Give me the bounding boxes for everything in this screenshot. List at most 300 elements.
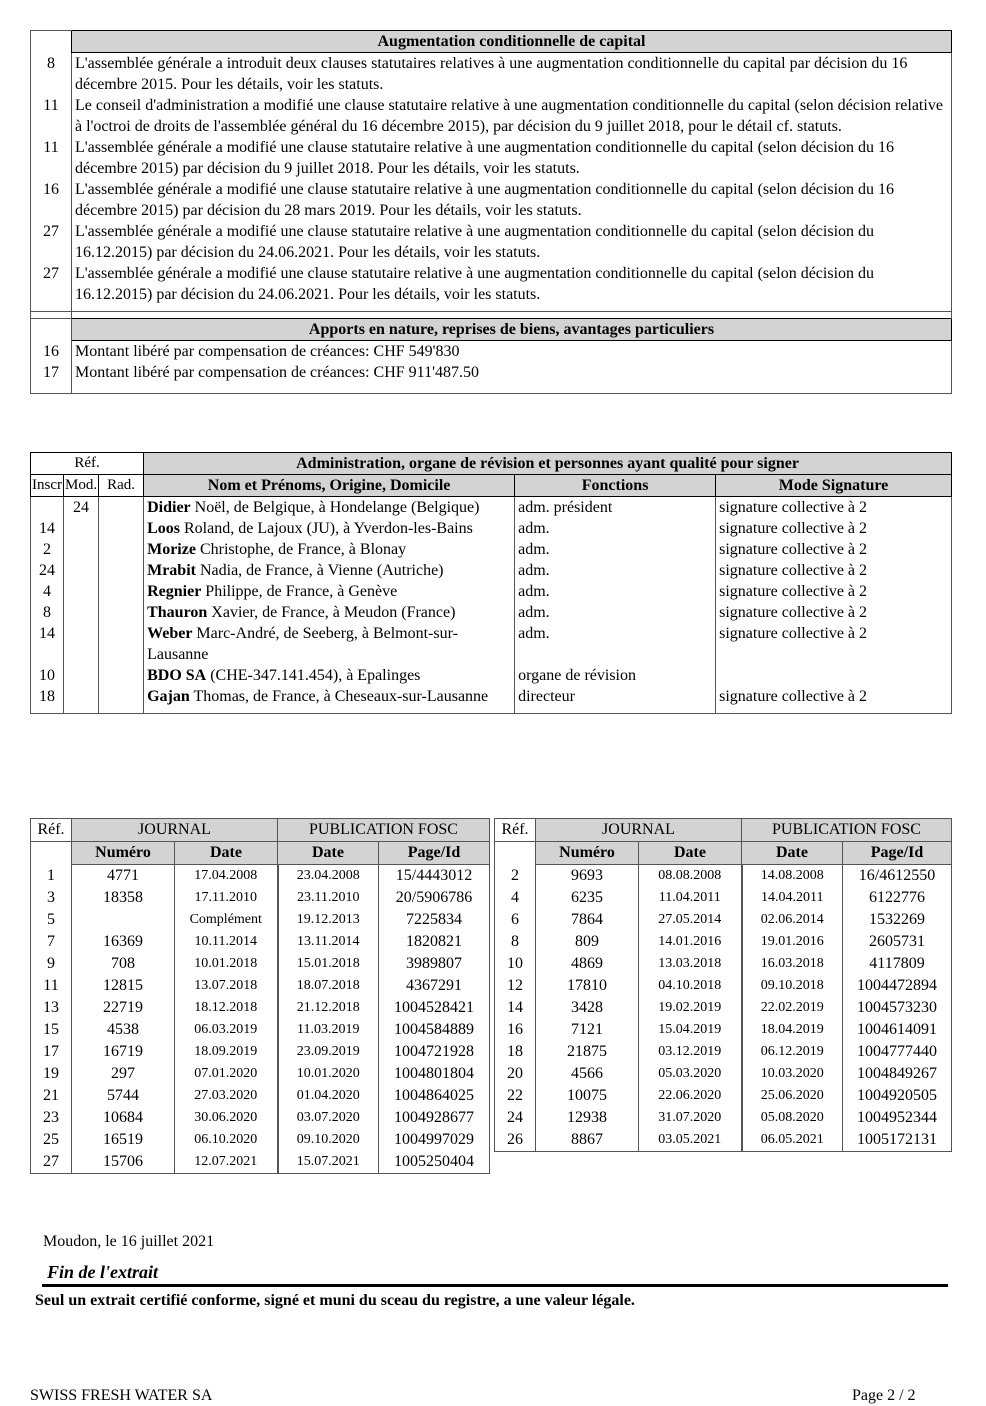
journal-numero: 10075 [536,1085,639,1107]
ref-inscr [31,497,64,519]
journal-numero: 16719 [72,1041,175,1063]
journal-row [31,1041,490,1063]
journal-ref: 17 [31,1041,72,1063]
person-details: Nadia, de France, à Vienne (Autriche) [195,562,444,579]
fosc-date: 25.06.2020 [742,1085,843,1107]
row-ref: 27 [31,263,72,305]
person-last-name: Regnier [147,583,202,600]
person-function: adm. [515,518,716,539]
journal-row [31,997,490,1019]
fosc-date: 05.08.2020 [742,1107,843,1129]
col-signature: Mode Signature [716,475,952,497]
fosc-date: 11.03.2019 [278,1019,379,1041]
journal-row [495,975,952,997]
capital-row [31,263,952,305]
fosc-page: 1004584889 [379,1019,490,1041]
col-jdate: Date [175,842,278,865]
ref-rad [99,602,144,623]
row-ref: 17 [31,362,72,383]
ref-mod [64,539,99,560]
fosc-page: 6122776 [843,887,952,909]
journal-numero: 8867 [536,1129,639,1152]
page-number: Page 2 / 2 [852,1387,916,1404]
section-title-contributions: Apports en nature, reprises de biens, avantages particuliers [72,319,952,341]
col-name: Nom et Prénoms, Origine, Domicile [144,475,515,497]
journal-row [31,1085,490,1107]
capital-row [31,137,952,179]
person-details: Philippe, de France, à Genève [201,583,398,600]
row-text: Montant libéré par compensation de créances: CHF 549'830 [72,341,952,363]
person-details: Noël, de Belgique, à Hondelange (Belgique) [190,499,480,516]
person-name-cell [144,497,515,519]
fosc-date: 23.09.2019 [278,1041,379,1063]
fosc-page: 1004777440 [843,1041,952,1063]
fosc-date: 14.08.2008 [742,865,843,888]
journal-date: 07.01.2020 [175,1063,278,1085]
row-ref: 11 [31,95,72,137]
person-function: adm. [515,623,716,665]
person-name-cell [144,686,515,707]
journal-numero: 7864 [536,909,639,931]
journal-ref: 5 [31,909,72,931]
journal-row [31,1019,490,1041]
fosc-page: 4117809 [843,953,952,975]
fosc-page: 1005250404 [379,1151,490,1174]
person-last-name: Weber [147,625,193,642]
journal-row [495,1063,952,1085]
journal-ref: 22 [495,1085,536,1107]
journal-date: 18.12.2018 [175,997,278,1019]
journal-date: 03.12.2019 [639,1041,742,1063]
person-details: Christophe, de France, à Blonay [195,541,407,558]
contribution-row [31,362,952,383]
fosc-page: 1004864025 [379,1085,490,1107]
person-row [31,686,952,707]
journal-row [31,909,490,931]
journal-ref: 2 [495,865,536,888]
person-signature: signature collective à 2 [716,602,952,623]
journal-row [31,887,490,909]
ref-mod [64,518,99,539]
ref-inscr: 4 [31,581,64,602]
journal-row [495,1107,952,1129]
row-ref: 16 [31,341,72,363]
person-function: directeur [515,686,716,707]
ref-inscr: 24 [31,560,64,581]
person-last-name: Gajan [147,688,190,705]
fosc-date: 15.01.2018 [278,953,379,975]
journal-date: 30.06.2020 [175,1107,278,1129]
row-ref: 16 [31,179,72,221]
ref-rad [99,581,144,602]
person-name-cell [144,518,515,539]
journal-date: 03.05.2021 [639,1129,742,1152]
fosc-header: PUBLICATION FOSC [278,819,490,842]
journal-ref: 25 [31,1129,72,1151]
journal-numero: 12938 [536,1107,639,1129]
capital-row [31,95,952,137]
col-fdate: Date [742,842,843,865]
ref-mod [64,581,99,602]
col-fonctions: Fonctions [515,475,716,497]
journal-ref: 27 [31,1151,72,1174]
fosc-date: 15.07.2021 [278,1151,379,1174]
ref-inscr: 14 [31,518,64,539]
person-last-name: Loos [147,520,180,537]
ref-inscr: 10 [31,665,64,686]
journal-numero: 9693 [536,865,639,888]
journal-date: 27.05.2014 [639,909,742,931]
row-text: Montant libéré par compensation de créances: CHF 911'487.50 [72,362,952,383]
fosc-page: 15/4443012 [379,865,490,888]
fosc-date: 18.04.2019 [742,1019,843,1041]
fosc-date: 22.02.2019 [742,997,843,1019]
row-ref: 27 [31,221,72,263]
ref-mod [64,686,99,707]
person-details: (CHE-347.141.454), à Epalinges [206,667,421,684]
journal-date: 18.09.2019 [175,1041,278,1063]
journal-numero: 297 [72,1063,175,1085]
journal-date: 08.08.2008 [639,865,742,888]
journal-date: 05.03.2020 [639,1063,742,1085]
row-text: L'assemblée générale a introduit deux clauses statutaires relatives à une augmentation conditionnelle du capital par décision du 16 décembre 2015. Pour les détails, voir les statuts. [72,53,952,96]
journal-numero [72,909,175,931]
journal-numero: 708 [72,953,175,975]
col-numero: Numéro [536,842,639,865]
journal-ref: 14 [495,997,536,1019]
journal-numero: 16369 [72,931,175,953]
col-rad: Rad. [99,475,144,497]
journal-date: 06.10.2020 [175,1129,278,1151]
journal-numero: 18358 [72,887,175,909]
journal-row [495,1085,952,1107]
person-function: adm. [515,602,716,623]
journal-ref: 7 [31,931,72,953]
journal-numero: 10684 [72,1107,175,1129]
col-inscr: Inscr [31,475,64,497]
person-signature: signature collective à 2 [716,623,952,665]
person-row [31,518,952,539]
fosc-page: 1004849267 [843,1063,952,1085]
person-signature: signature collective à 2 [716,560,952,581]
fosc-page: 1004920505 [843,1085,952,1107]
row-text: L'assemblée générale a modifié une clause statutaire relative à une augmentation conditionnelle du capital (selon décision du 16 décembre 2015) par décision du 9 juillet 2018. Pour les détails, voir les statuts. [72,137,952,179]
ref-inscr: 8 [31,602,64,623]
journal-ref: 21 [31,1085,72,1107]
journal-numero: 5744 [72,1085,175,1107]
journal-date: 06.03.2019 [175,1019,278,1041]
journal-ref: 23 [31,1107,72,1129]
col-page: Page/Id [379,842,490,865]
person-signature: signature collective à 2 [716,581,952,602]
section-title-administration: Administration, organe de révision et personnes ayant qualité pour signer [144,453,952,475]
fosc-page: 2605731 [843,931,952,953]
col-mod: Mod. [64,475,99,497]
fosc-page: 1004573230 [843,997,952,1019]
journal-numero: 12815 [72,975,175,997]
journal-row [495,909,952,931]
col-page: Page/Id [843,842,952,865]
journal-date: 13.03.2018 [639,953,742,975]
journal-numero: 4538 [72,1019,175,1041]
fosc-page: 1004472894 [843,975,952,997]
person-row [31,497,952,519]
row-text: Le conseil d'administration a modifié une clause statutaire relative à une augmentation conditionnelle du capital (selon décision relative à l'octroi de droits de l'assemblée général du 16 décembre 2015), par décision du 9 juillet 2018, pour le détail cf. statuts. [72,95,952,137]
person-name-cell [144,665,515,686]
fosc-date: 21.12.2018 [278,997,379,1019]
journal-date: 12.07.2021 [175,1151,278,1174]
fosc-date: 23.11.2010 [278,887,379,909]
journal-row [31,953,490,975]
row-text: L'assemblée générale a modifié une clause statutaire relative à une augmentation conditionnelle du capital (selon décision du 16 décembre 2015) par décision du 28 mars 2019. Pour les détails, voir les statuts. [72,179,952,221]
journal-numero: 16519 [72,1129,175,1151]
journal-row [31,1107,490,1129]
journal-date: 04.10.2018 [639,975,742,997]
ref-mod: 24 [64,497,99,519]
journal-row [31,1063,490,1085]
person-name-cell [144,623,515,665]
company-name: SWISS FRESH WATER SA [30,1387,213,1404]
fosc-date: 19.12.2013 [278,909,379,931]
capital-row [31,53,952,96]
fosc-page: 1532269 [843,909,952,931]
ref-inscr: 14 [31,623,64,665]
person-name-cell [144,602,515,623]
fosc-page: 1004928677 [379,1107,490,1129]
journal-numero: 22719 [72,997,175,1019]
fosc-date: 13.11.2014 [278,931,379,953]
row-text: L'assemblée générale a modifié une clause statutaire relative à une augmentation conditionnelle du capital (selon décision du 16.12.2015) par décision du 24.06.2021. Pour les détails, voir les statuts. [72,221,952,263]
journal-ref: 15 [31,1019,72,1041]
journal-header: JOURNAL [72,819,278,842]
person-signature: signature collective à 2 [716,686,952,707]
fosc-header: PUBLICATION FOSC [742,819,952,842]
ref-mod [64,665,99,686]
fosc-page: 1004721928 [379,1041,490,1063]
journal-numero: 15706 [72,1151,175,1174]
ref-rad [99,560,144,581]
fosc-page: 7225834 [379,909,490,931]
fosc-date: 09.10.2020 [278,1129,379,1151]
capital-row [31,179,952,221]
person-details: Xavier, de France, à Meudon (France) [207,604,456,621]
ref-rad [99,623,144,665]
person-details: Marc-André, de Seeberg, à Belmont-sur-Lausanne [147,625,458,663]
ref-header: Réf. [495,819,536,842]
journal-date: 10.01.2018 [175,953,278,975]
journal-ref: 1 [31,865,72,888]
ref-rad [99,497,144,519]
person-name-cell [144,581,515,602]
journal-date: 13.07.2018 [175,975,278,997]
ref-rad [99,665,144,686]
person-details: Roland, de Lajoux (JU), à Yverdon-les-Bains [180,520,473,537]
fosc-date: 06.05.2021 [742,1129,843,1152]
person-row [31,665,952,686]
journal-ref: 24 [495,1107,536,1129]
ref-inscr: 2 [31,539,64,560]
journal-date: 27.03.2020 [175,1085,278,1107]
person-signature: signature collective à 2 [716,539,952,560]
fosc-page: 20/5906786 [379,887,490,909]
ref-mod [64,623,99,665]
fosc-date: 10.03.2020 [742,1063,843,1085]
journal-header: JOURNAL [536,819,742,842]
journal-row [495,997,952,1019]
person-row [31,581,952,602]
person-signature: signature collective à 2 [716,497,952,519]
fosc-page: 1004997029 [379,1129,490,1151]
journal-numero: 17810 [536,975,639,997]
ref-header: Réf. [31,819,72,842]
capital-row [31,221,952,263]
person-last-name: Thauron [147,604,208,621]
journal-row [495,1019,952,1041]
col-numero: Numéro [72,842,175,865]
person-last-name: Mrabit [147,562,196,579]
journal-row [495,1129,952,1152]
journal-ref: 20 [495,1063,536,1085]
journal-ref: 18 [495,1041,536,1063]
fosc-date: 19.01.2016 [742,931,843,953]
fosc-page: 1004952344 [843,1107,952,1129]
ref-rad [99,539,144,560]
journal-ref: 16 [495,1019,536,1041]
journal-date: 17.04.2008 [175,865,278,888]
fosc-page: 1004528421 [379,997,490,1019]
person-last-name: Didier [147,499,191,516]
fosc-date: 03.07.2020 [278,1107,379,1129]
journal-ref: 13 [31,997,72,1019]
journal-date: 14.01.2016 [639,931,742,953]
person-row [31,539,952,560]
person-function: adm. [515,581,716,602]
col-jdate: Date [639,842,742,865]
fosc-date: 14.04.2011 [742,887,843,909]
person-function: adm. [515,560,716,581]
person-function: adm. [515,539,716,560]
journal-row [31,1129,490,1151]
journal-ref: 4 [495,887,536,909]
journal-table-left [30,818,490,1174]
journal-row [31,975,490,997]
journal-date: Complément [175,909,278,931]
journal-numero: 4771 [72,865,175,888]
fosc-page: 16/4612550 [843,865,952,888]
journal-numero: 21875 [536,1041,639,1063]
legal-note: Seul un extrait certifié conforme, signé et muni du sceau du registre, a une valeur légale. [35,1292,635,1309]
fosc-date: 18.07.2018 [278,975,379,997]
journal-ref: 26 [495,1129,536,1152]
fosc-page: 4367291 [379,975,490,997]
journal-numero: 3428 [536,997,639,1019]
person-row [31,560,952,581]
journal-ref: 9 [31,953,72,975]
row-ref: 11 [31,137,72,179]
fosc-date: 16.03.2018 [742,953,843,975]
person-signature [716,665,952,686]
person-last-name: BDO SA [147,667,207,684]
person-signature: signature collective à 2 [716,518,952,539]
journal-date: 19.02.2019 [639,997,742,1019]
journal-numero: 4869 [536,953,639,975]
fosc-page: 1004614091 [843,1019,952,1041]
journal-numero: 7121 [536,1019,639,1041]
person-name-cell [144,539,515,560]
journal-ref: 8 [495,931,536,953]
fosc-page: 1820821 [379,931,490,953]
person-last-name: Morize [147,541,196,558]
journal-row [495,953,952,975]
fosc-page: 1005172131 [843,1129,952,1152]
journal-row [31,1151,490,1174]
person-function: adm. président [515,497,716,519]
journal-ref: 19 [31,1063,72,1085]
journal-row [495,931,952,953]
journal-ref: 6 [495,909,536,931]
journal-row [495,887,952,909]
journal-ref: 11 [31,975,72,997]
footer-divider [42,1284,948,1287]
journal-ref: 12 [495,975,536,997]
ref-inscr: 18 [31,686,64,707]
fosc-date: 06.12.2019 [742,1041,843,1063]
journal-row [31,865,490,888]
section-title-conditional-capital: Augmentation conditionnelle de capital [72,31,952,53]
row-text: L'assemblée générale a modifié une clause statutaire relative à une augmentation conditionnelle du capital (selon décision du 16.12.2015) par décision du 24.06.2021. Pour les détails, voir les statuts. [72,263,952,305]
journal-ref: 10 [495,953,536,975]
person-name-cell [144,560,515,581]
journal-row [495,865,952,888]
fosc-date: 10.01.2020 [278,1063,379,1085]
person-details: Thomas, de France, à Cheseaux-sur-Lausanne [189,688,489,705]
journal-date: 11.04.2011 [639,887,742,909]
person-row [31,623,952,665]
fosc-date: 01.04.2020 [278,1085,379,1107]
journal-date: 17.11.2010 [175,887,278,909]
person-function: organe de révision [515,665,716,686]
fosc-date: 23.04.2008 [278,865,379,888]
administration-table [30,452,952,714]
journal-numero: 6235 [536,887,639,909]
ref-mod [64,560,99,581]
contribution-row [31,341,952,363]
ref-rad [99,518,144,539]
ref-header: Réf. [31,453,144,475]
end-of-extract: Fin de l'extrait [47,1262,159,1282]
journal-ref: 3 [31,887,72,909]
fosc-page: 1004801804 [379,1063,490,1085]
journal-date: 10.11.2014 [175,931,278,953]
fosc-date: 09.10.2018 [742,975,843,997]
journal-numero: 809 [536,931,639,953]
journal-date: 15.04.2019 [639,1019,742,1041]
person-row [31,602,952,623]
conditional-capital-table [30,30,952,394]
journal-table-right [494,818,952,1152]
fosc-date: 02.06.2014 [742,909,843,931]
place-date: Moudon, le 16 juillet 2021 [43,1233,215,1250]
journal-row [495,1041,952,1063]
fosc-page: 3989807 [379,953,490,975]
journal-row [31,931,490,953]
col-fdate: Date [278,842,379,865]
journal-date: 31.07.2020 [639,1107,742,1129]
ref-rad [99,686,144,707]
journal-date: 22.06.2020 [639,1085,742,1107]
row-ref: 8 [31,53,72,96]
ref-mod [64,602,99,623]
